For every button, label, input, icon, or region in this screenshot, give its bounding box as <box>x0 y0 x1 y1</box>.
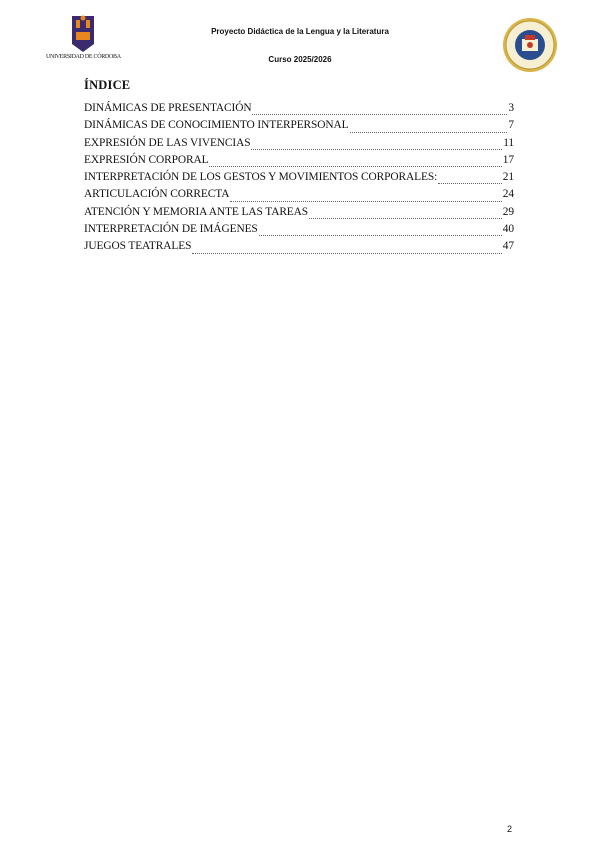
toc-leader-dots <box>252 114 507 115</box>
toc-entry[interactable] <box>84 119 514 136</box>
school-seal-icon <box>502 17 558 73</box>
toc-entry-page[interactable]: 3 <box>508 102 514 114</box>
toc-entry-label[interactable]: DINÁMICAS DE CONOCIMIENTO INTERPERSONAL <box>84 119 349 132</box>
toc-leader-dots <box>251 149 502 150</box>
table-of-contents <box>84 102 514 258</box>
school-seal <box>502 17 558 73</box>
toc-entry-page[interactable]: 47 <box>502 240 514 253</box>
toc-entry-page[interactable]: 17 <box>502 153 514 166</box>
toc-leader-dots <box>438 183 502 184</box>
toc-entry-label[interactable]: EXPRESIÓN DE LAS VIVENCIAS <box>84 136 251 149</box>
toc-entry[interactable] <box>84 240 514 257</box>
toc-entry-page[interactable]: 29 <box>502 205 514 218</box>
toc-leader-dots <box>192 253 501 254</box>
toc-entry-label[interactable]: INTERPRETACIÓN DE IMÁGENES <box>84 223 258 236</box>
toc-leader-dots <box>230 201 501 202</box>
toc-entry[interactable] <box>84 137 514 154</box>
toc-entry-page[interactable]: 24 <box>502 188 514 201</box>
toc-entry-label[interactable]: ATENCIÓN Y MEMORIA ANTE LAS TAREAS <box>84 205 309 218</box>
document-title: Proyecto Didáctica de la Lengua y la Literatura <box>211 27 389 36</box>
toc-entry[interactable] <box>84 154 514 171</box>
page-number: 2 <box>507 824 513 834</box>
toc-entry[interactable] <box>84 206 514 223</box>
toc-entry-label[interactable]: INTERPRETACIÓN DE LOS GESTOS Y MOVIMIENTOS CORPORALES: <box>84 171 438 184</box>
university-logo-text: UNIVERSIDAD DE CÓRDOBA <box>46 54 121 60</box>
toc-leader-dots <box>259 235 502 236</box>
toc-leader-dots <box>209 166 501 167</box>
toc-entry[interactable] <box>84 223 514 240</box>
toc-leader-dots <box>309 218 502 219</box>
toc-entry-page[interactable]: 7 <box>508 119 514 132</box>
toc-entry-label[interactable]: DINÁMICAS DE PRESENTACIÓN <box>84 102 252 114</box>
toc-entry-label[interactable]: JUEGOS TEATRALES <box>84 240 192 253</box>
toc-entry-label[interactable]: ARTICULACIÓN CORRECTA <box>84 188 230 201</box>
index-title: ÍNDICE <box>84 78 131 92</box>
toc-entry[interactable] <box>84 102 514 119</box>
toc-entry[interactable] <box>84 171 514 188</box>
toc-entry[interactable] <box>84 188 514 205</box>
course-year: Curso 2025/2026 <box>268 55 332 64</box>
toc-entry-page[interactable]: 11 <box>503 136 514 149</box>
toc-entry-label[interactable]: EXPRESIÓN CORPORAL <box>84 153 209 166</box>
toc-entry-page[interactable]: 40 <box>502 223 514 236</box>
toc-entry-page[interactable]: 21 <box>502 171 514 184</box>
toc-leader-dots <box>350 132 508 133</box>
